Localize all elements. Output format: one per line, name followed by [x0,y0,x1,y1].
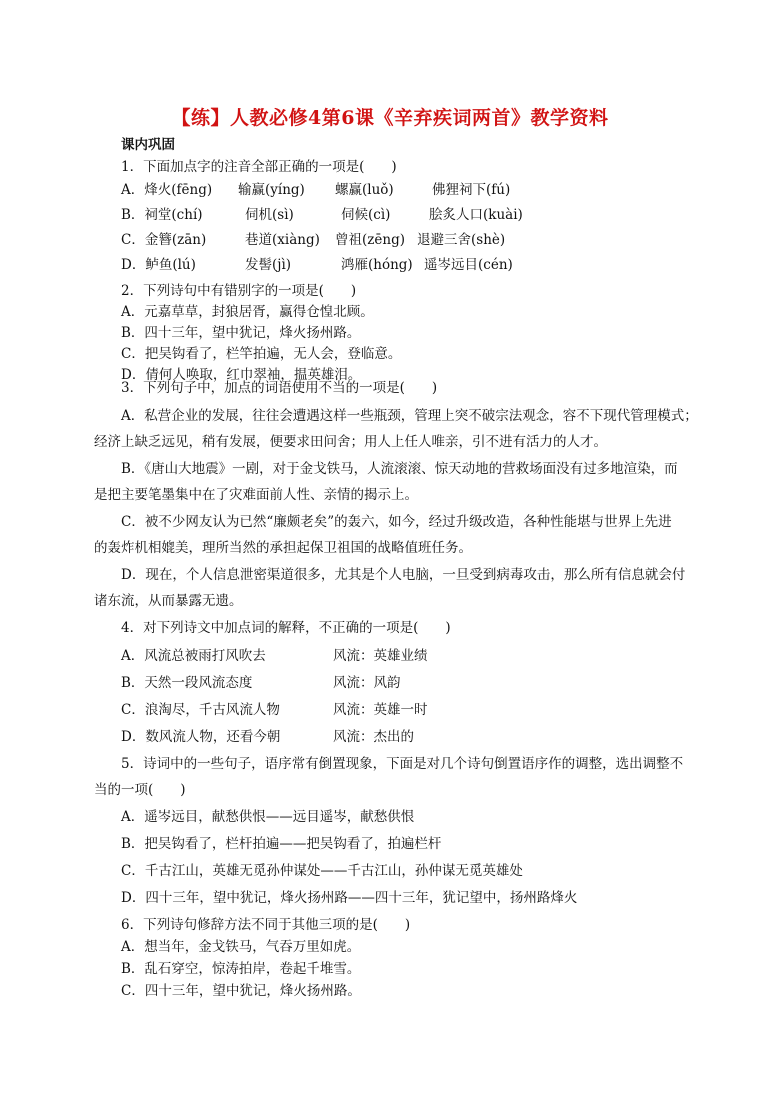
q1-a2: 输赢(yíng) [238,182,305,198]
q1-d4: 遥岑远目(cén) [424,257,513,273]
q5-option-a: A．遥岑远目，献愁供恨——远目遥岑，献愁供恨 [121,809,415,825]
q1-a3: 螺赢(luǒ) [335,182,394,198]
q3-line-5: C．被不少网友认为已然“廉颇老矣”的轰六，如今，经过升级改造，各种性能堪与世界上先进 [121,514,672,530]
q2-option-b: B．四十三年，望中犹记，烽火扬州路。 [121,325,361,341]
q4-option-b: B．天然一段风流态度 [121,675,253,691]
q1-d3: 鸿雁(hóng) [341,257,413,273]
q1-b2: 伺机(sì) [245,207,294,223]
q5-option-d: D．四十三年，望中犹记，烽火扬州路——四十三年，犹记望中，扬州路烽火 [121,890,578,906]
q1-c3: 曾祖(zēng) [335,232,405,248]
q1-c1: C．金簪(zān) [121,232,207,248]
q5-stem-1: 5．诗词中的一些句子，语序常有倒置现象，下面是对几个诗句倒置语序作的调整，选出调整不 [121,756,684,772]
q1-b1: B．祠堂(chí) [121,207,203,223]
q3-line-6: 的轰炸机相媲美，理所当然的承担起保卫祖国的战略值班任务。 [94,540,472,556]
q4-stem: 4．对下列诗文中加点词的解释，不正确的一项是( ) [121,620,451,636]
q5-option-c: C．千古江山，英雄无觅孙仲谋处——千古江山，孙仲谋无觅英雄处 [121,863,523,879]
q1-b3: 伺候(cì) [341,207,391,223]
section-heading: 课内巩固 [121,137,175,153]
q5-stem-2: 当的一项( ) [94,782,186,798]
q4-option-d: D．数风流人物，还看今朝 [121,729,281,745]
q3-stem: 3．下列句子中，加点的词语使用不当的一项是( ) [121,380,438,396]
q6-option-c: C．四十三年，望中犹记，烽火扬州路。 [121,983,361,999]
q4-option-c-gloss: 风流：英雄一时 [333,702,428,718]
q6-option-a: A．想当年，金戈铁马，气吞万里如虎。 [121,939,361,955]
q1-c2: 巷道(xiàng) [245,232,320,248]
q2-option-a: A．元嘉草草，封狼居胥，赢得仓惶北顾。 [121,304,374,320]
q3-line-1: A．私营企业的发展，往往会遭遇这样一些瓶颈，管理上突不破宗法观念，容不下现代管理模式； [121,408,698,424]
q4-option-a-gloss: 风流：英雄业绩 [333,648,428,664]
q2-stem: 2．下列诗句中有错别字的一项是( ) [121,283,357,299]
q3-line-8: 诸东流，从而暴露无遗。 [94,593,243,609]
q3-line-4: 是把主要笔墨集中在了灾难面前人性、亲情的揭示上。 [94,487,418,503]
q5-option-b: B．把吴钩看了，栏杆拍遍——把吴钩看了，拍遍栏杆 [121,836,442,852]
q2-option-d: D．倩何人唤取，红巾翠袖，揾英雄泪。 [121,367,362,383]
page-title: 【练】人教必修4第6课《辛弃疾词两首》教学资料 [171,107,609,129]
q1-c4: 退避三舍(shè) [417,232,506,248]
q1-d1: D．鲈鱼(lú) [121,257,196,273]
q1-d2: 发髻(jì) [245,257,292,273]
q1-stem: 1．下面加点字的注音全部正确的一项是( ) [121,159,397,175]
q1-b4: 脍炙人口(kuài) [429,207,523,223]
q1-a4: 佛狸祠下(fú) [432,182,511,198]
q4-option-d-gloss: 风流：杰出的 [333,729,414,745]
q4-option-c: C．浪淘尽，千古风流人物 [121,702,280,718]
q4-option-b-gloss: 风流：风韵 [333,675,401,691]
q3-line-3: B．《唐山大地震》一剧，对于金戈铁马，人流滚滚、惊天动地的营救场面没有过多地渲染，而 [121,461,678,477]
q1-a1: A．烽火(fēng) [121,182,213,198]
q6-stem: 6．下列诗句修辞方法不同于其他三项的是( ) [121,917,411,933]
q4-option-a: A．风流总被雨打风吹去 [121,648,266,664]
q3-line-7: D．现在，个人信息泄密渠道很多，尤其是个人电脑，一旦受到病毒攻击，那么所有信息就会付 [121,567,686,583]
q3-line-2: 经济上缺乏远见，稍有发展，便要求田问舍；用人上任人唯亲，引不进有活力的人才。 [94,434,607,450]
q6-option-b: B．乱石穿空，惊涛拍岸，卷起千堆雪。 [121,961,361,977]
q2-option-c: C．把吴钩看了，栏竿拍遍，无人会，登临意。 [121,346,402,362]
